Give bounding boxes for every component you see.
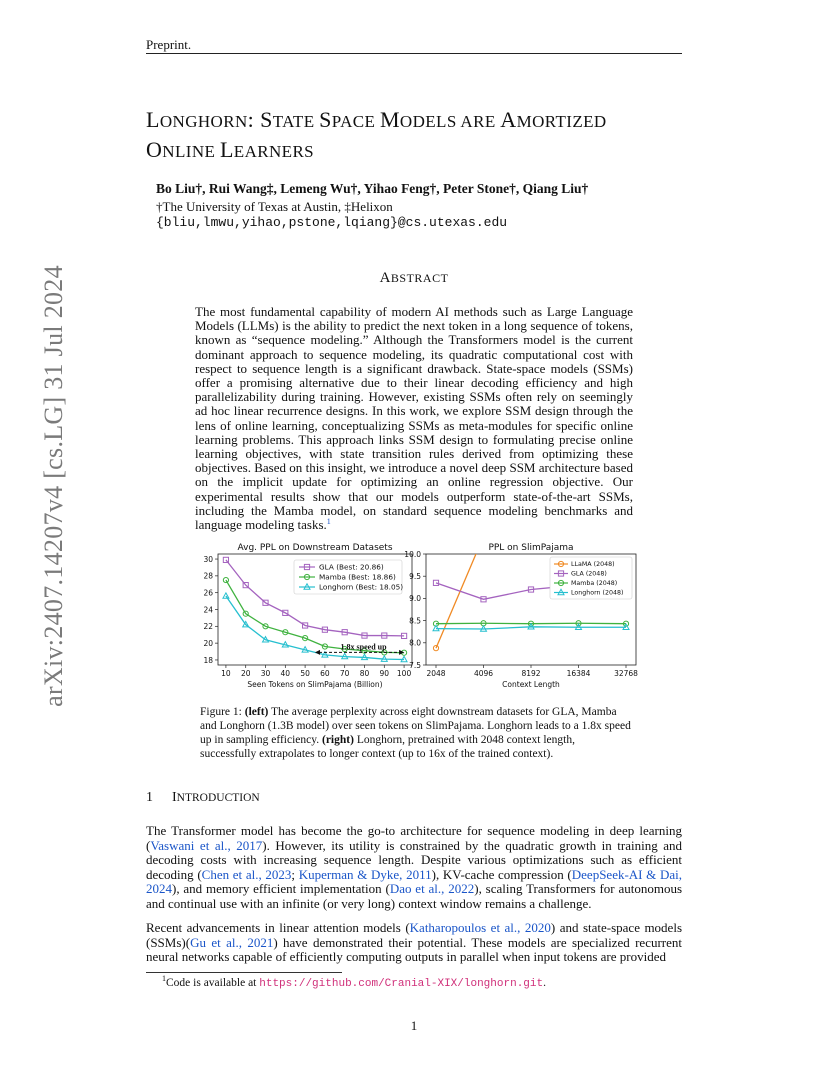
y-tick-label: 10.0 bbox=[404, 549, 421, 559]
x-tick-label: 8192 bbox=[521, 669, 541, 678]
citation-dao[interactable]: Dao et al., 2022 bbox=[389, 881, 475, 897]
x-axis-label: Context Length bbox=[502, 680, 560, 689]
figure-caption bbox=[200, 705, 632, 761]
y-tick-label: 8.5 bbox=[409, 616, 421, 626]
title-line-1: LONGHORN: STATE SPACE MODELS ARE AMORTIZED bbox=[146, 107, 607, 132]
x-tick-label: 2048 bbox=[426, 669, 446, 678]
legend-label: Mamba (2048) bbox=[571, 580, 618, 588]
footnote-code-link[interactable]: https://github.com/Cranial-XIX/longhorn.git bbox=[259, 978, 544, 990]
affiliations: †The University of Texas at Austin, ‡Helixon bbox=[156, 199, 393, 214]
intro-paragraph-1: The Transformer model has become the go-to architecture for sequence modeling in deep learning (Vaswani et al., 2017). However, its utility is constrained by the quadratic growth in training and decoding costs with increasing sequence length. Despite various optimizations such as efficient decoding (Chen et al., 2023; Kuperman & Dyke, 2011), KV-cache compression (DeepSeek-AI & Dai, 2024), and memory efficient implementation (Dao et al., 2022), scaling Transformers for autonomous and continual use with an infinite (or very long) context window remains a challenge. bbox=[146, 823, 683, 911]
citation-deepseek[interactable]: DeepSeek-AI & Dai, 2024 bbox=[146, 866, 682, 897]
chart-title: PPL on SlimPajama bbox=[488, 543, 574, 553]
footnote-ref[interactable]: 1 bbox=[326, 517, 331, 527]
y-tick-label: 30 bbox=[203, 554, 213, 564]
x-tick-label: 16384 bbox=[566, 669, 591, 678]
data-point bbox=[481, 538, 486, 539]
data-point bbox=[223, 593, 229, 598]
x-tick-label: 90 bbox=[379, 669, 390, 678]
x-tick-label: 40 bbox=[280, 669, 291, 678]
x-tick-label: 32768 bbox=[614, 669, 638, 678]
citation-chen[interactable]: Chen et al., 2023 bbox=[201, 866, 292, 882]
y-tick-label: 26 bbox=[203, 588, 213, 598]
citation-katharopoulos[interactable]: Katharopoulos et al., 2020 bbox=[409, 920, 551, 935]
x-tick-label: 20 bbox=[240, 669, 251, 678]
legend-label: GLA (2048) bbox=[571, 570, 607, 578]
speedup-arrow-head-left bbox=[315, 650, 320, 655]
y-tick-label: 9.0 bbox=[409, 594, 421, 604]
x-axis-label: Seen Tokens on SlimPajama (Billion) bbox=[247, 680, 383, 689]
x-tick-label: 4096 bbox=[473, 669, 494, 678]
caption-text-a: The average perplexity across eight downstream datasets for GLA, Mamba and Longhorn (1.3B model) over seen tokens on SlimPajama. Longhorn leads to a 1.8x speed up in sampling efficiency. bbox=[200, 706, 631, 746]
arxiv-stamp: arXiv:2407.14207v4 [cs.LG] 31 Jul 2024 bbox=[39, 265, 68, 707]
header-rule bbox=[146, 53, 682, 54]
data-point bbox=[433, 646, 438, 651]
x-tick-label: 100 bbox=[396, 669, 412, 678]
y-tick-label: 28 bbox=[203, 571, 213, 581]
legend-label: GLA (Best: 20.86) bbox=[319, 562, 384, 572]
y-tick-label: 7.5 bbox=[409, 660, 421, 670]
page-number: 1 bbox=[410, 1018, 418, 1033]
running-header: Preprint. bbox=[146, 37, 192, 52]
y-tick-label: 24 bbox=[203, 605, 213, 615]
citation-gu[interactable]: Gu et al., 2021 bbox=[190, 934, 274, 950]
x-tick-label: 10 bbox=[221, 669, 231, 678]
series-llama-2048 bbox=[433, 538, 486, 651]
y-tick-label: 18 bbox=[203, 655, 213, 665]
arxiv-stamp-container bbox=[38, 265, 70, 707]
abstract-text: The most fundamental capability of modern AI methods such as Large Language Models (LLMs) is the ability to predict the next token in a long sequence of tokens, known as “sequence modeling.” Although the Transformers model is the current dominant approach to sequence modeling, its quadratic computational cost with respect to sequence length is a significant drawback. State-space models (SSMs) offer a promising alternative due to their linear decoding efficiency and high parallelizability during training. However, existing SSMs often rely on seemingly ad hoc linear recurrence designs. In this work, we explore SSM design through the lens of online learning, conceptualizing SSMs as meta-modules for specific online learning problems. This approach links SSM design to formulating precise online learning objectives, with state transition rules derived from optimizing these objectives. Based on this insight, we introduce a novel deep SSM architecture based on the implicit update for optimizing an online regression objective. Our experimental results show that our models outperform state-of-the-art SSMs, including the Mamba model, on standard sequence modeling benchmarks and language modeling tasks. bbox=[195, 304, 633, 533]
y-tick-label: 9.5 bbox=[409, 572, 421, 581]
legend-label: Longhorn (Best: 18.05) bbox=[319, 582, 404, 592]
speedup-annotation: 1.8x speed up bbox=[340, 642, 387, 652]
chart-downstream-ppl bbox=[192, 538, 418, 698]
y-tick-label: 22 bbox=[203, 622, 213, 632]
section-heading-introduction: 1 INTRODUCTION bbox=[146, 790, 260, 805]
chart-slimpajama-ppl bbox=[400, 538, 640, 698]
abstract-body bbox=[195, 305, 633, 532]
legend-label: Mamba (Best: 18.86) bbox=[319, 572, 396, 582]
y-tick-label: 8.0 bbox=[409, 638, 421, 648]
x-tick-label: 30 bbox=[260, 669, 271, 678]
x-tick-label: 50 bbox=[300, 669, 310, 678]
figure-label: Figure 1: bbox=[200, 706, 242, 718]
legend-label: LLaMA (2048) bbox=[571, 561, 615, 569]
series-longhorn-2048 bbox=[433, 624, 629, 632]
x-tick-label: 60 bbox=[320, 669, 330, 678]
footnote-rule bbox=[146, 972, 342, 973]
citation-vaswani[interactable]: Vaswani et al., 2017 bbox=[150, 837, 263, 853]
title-line-2: ONLINE LEARNERS bbox=[146, 137, 315, 162]
abstract-heading: ABSTRACT bbox=[379, 270, 449, 286]
x-tick-label: 70 bbox=[339, 669, 350, 678]
caption-left-label: (left) bbox=[244, 706, 269, 718]
x-tick-label: 80 bbox=[359, 669, 370, 678]
footnote-mark: 1 bbox=[162, 974, 166, 983]
chart-title: Avg. PPL on Downstream Datasets bbox=[237, 543, 393, 553]
footnote-text: Code is available at bbox=[166, 977, 257, 989]
y-tick-label: 20 bbox=[203, 638, 213, 648]
paper-title bbox=[146, 106, 706, 166]
caption-right-label: (right) bbox=[322, 734, 354, 746]
caption-text-b: Longhorn, pretrained with 2048 context length, successfully extrapolates to longer context (up to 16x of the trained context). bbox=[200, 734, 575, 760]
author-list: Bo Liu†, Rui Wang‡, Lemeng Wu†, Yihao Feng†, Peter Stone†, Qiang Liu† bbox=[156, 181, 589, 196]
citation-kuperman[interactable]: Kuperman & Dyke, 2011 bbox=[298, 866, 432, 882]
legend-label: Longhorn (2048) bbox=[571, 589, 624, 597]
series-line bbox=[436, 538, 484, 648]
author-emails: {bliu,lmwu,yihao,pstone,lqiang}@cs.utexas.edu bbox=[156, 215, 508, 230]
intro-paragraph-2: Recent advancements in linear attention models (Katharopoulos et al., 2020) and state-space models (SSMs)(Gu et al., 2021) have demonstrated their potential. These models are specialized recurrent neural networks capable of efficiently computing outputs in parallel when input tokens are provided bbox=[146, 920, 683, 965]
footnote: $^1$Code is available at https://github.com/Cranial-XIX/longhorn.git. bbox=[162, 974, 546, 990]
